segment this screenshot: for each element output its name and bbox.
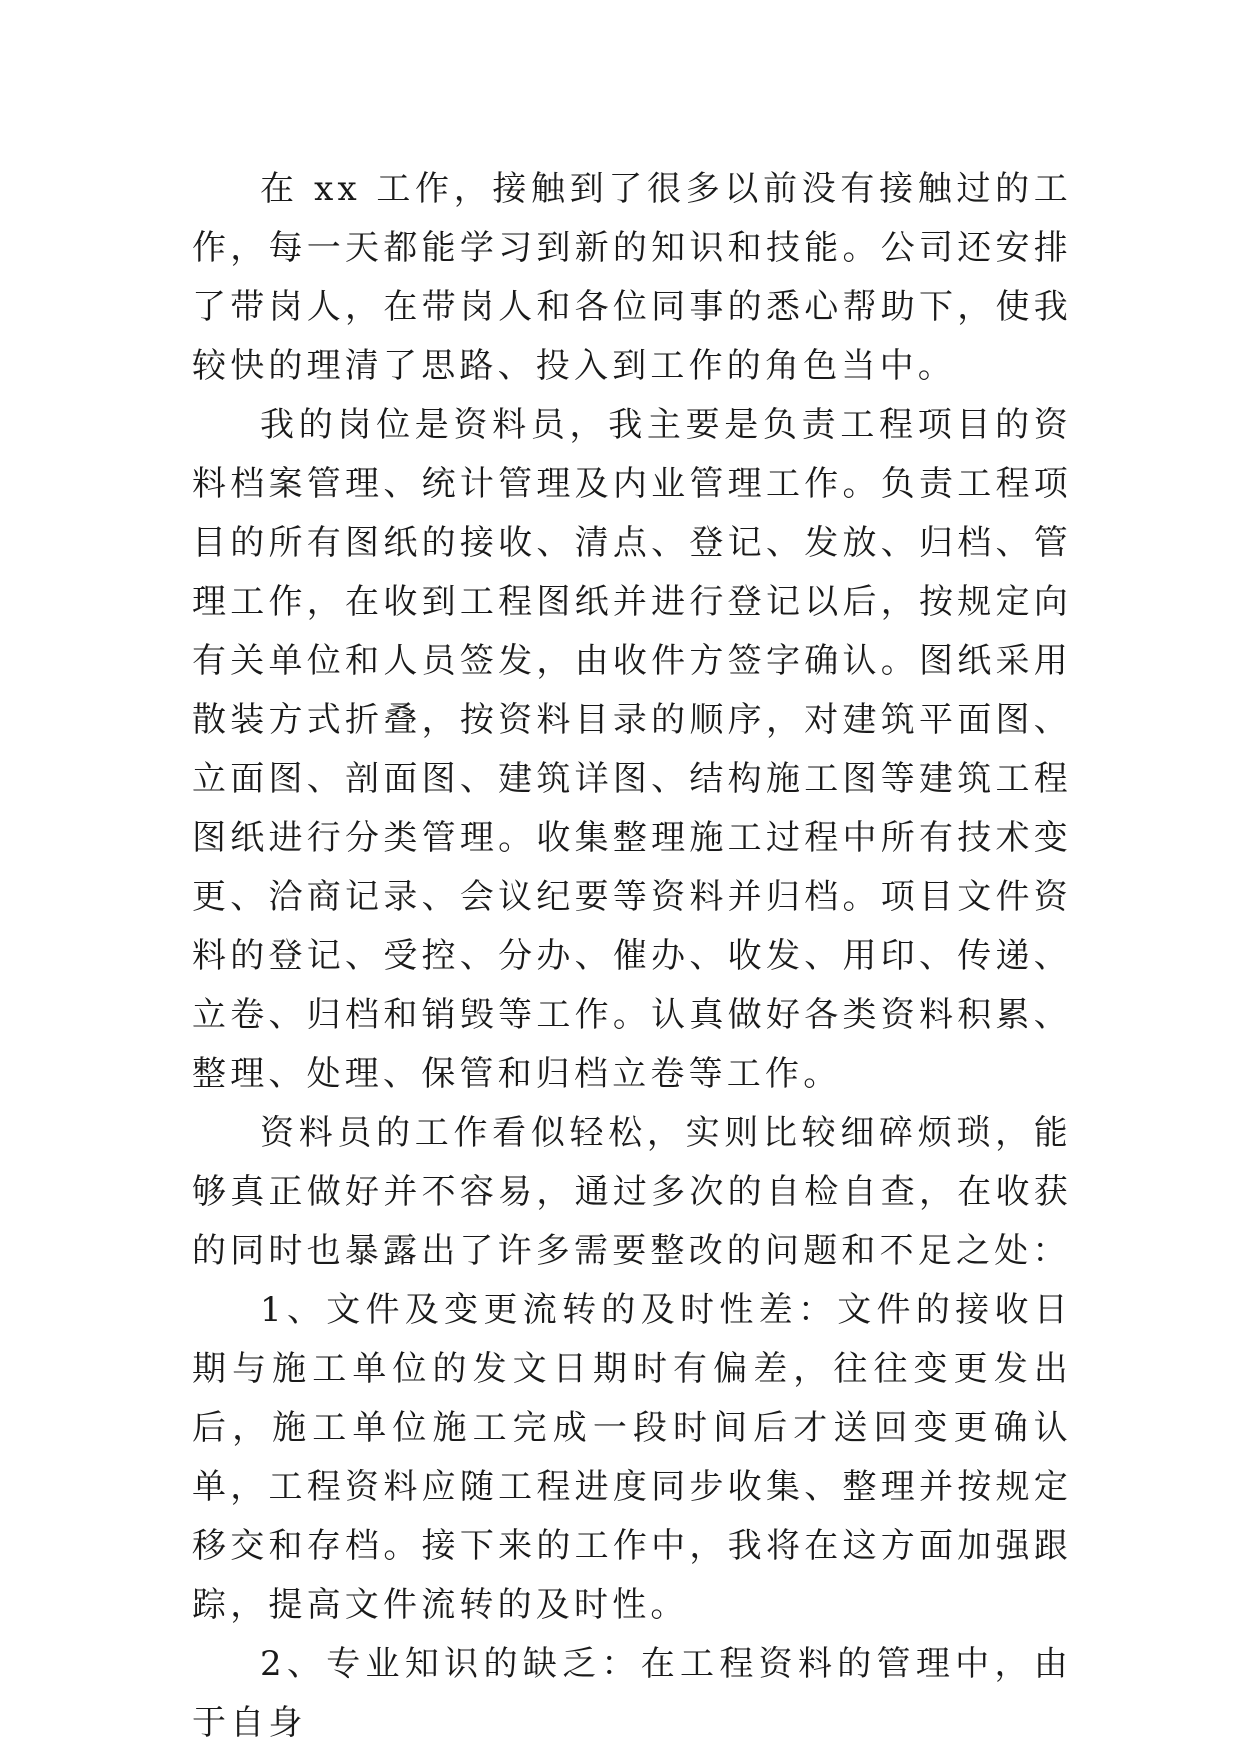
paragraph-job-duties: 我的岗位是资料员，我主要是负责工程项目的资料档案管理、统计管理及内业管理工作。负责工程项目的所有图纸的接收、清点、登记、发放、归档、管理工作，在收到工程图纸并进行登记以后，按规定向有关单位和人员签发，由收件方签字确认。图纸采用散装方式折叠，按资料目录的顺序，对建筑平面图、立面图、剖面图、建筑详图、结构施工图等建筑工程图纸进行分类管理。收集整理施工过程中所有技术变更、洽商记录、会议纪要等资料并归档。项目文件资料的登记、受控、分办、催办、收发、用印、传递、立卷、归档和销毁等工作。认真做好各类资料积累、整理、处理、保管和归档立卷等工作。 bbox=[192, 405, 1072, 1094]
document-body bbox=[192, 160, 1072, 1753]
paragraph-self-review: 资料员的工作看似轻松，实则比较细碎烦琐，能够真正做好并不容易，通过多次的自检自查，在收获的同时也暴露出了许多需要整改的问题和不足之处： bbox=[192, 1113, 1072, 1271]
paragraph-issue-2: 2、专业知识的缺乏：在工程资料的管理中，由于自身 bbox=[192, 1644, 1072, 1743]
paragraph-intro: 在 xx 工作，接触到了很多以前没有接触过的工作，每一天都能学习到新的知识和技能。公司还安排了带岗人，在带岗人和各位同事的悉心帮助下，使我较快的理清了思路、投入到工作的角色当中。 bbox=[192, 169, 1072, 386]
paragraph-issue-1: 1、文件及变更流转的及时性差：文件的接收日期与施工单位的发文日期时有偏差，往往变更发出后，施工单位施工完成一段时间后才送回变更确认单，工程资料应随工程进度同步收集、整理并按规定移交和存档。接下来的工作中，我将在这方面加强跟踪，提高文件流转的及时性。 bbox=[192, 1290, 1072, 1625]
